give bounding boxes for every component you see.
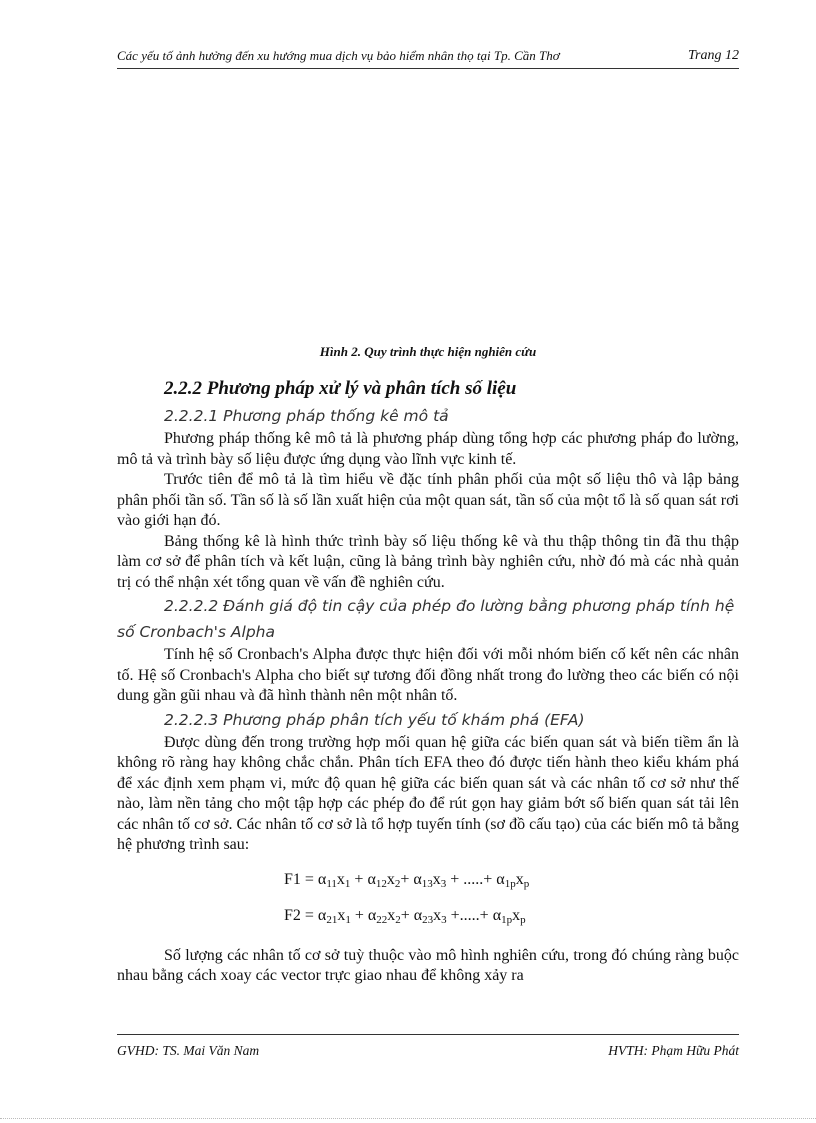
footer-advisor: GVHD: TS. Mai Văn Nam bbox=[117, 1043, 260, 1058]
equation-operator: + bbox=[350, 870, 368, 888]
equation-variable-index: 3 bbox=[441, 913, 447, 926]
equation-operator: + bbox=[400, 906, 414, 924]
equation-operator: + bbox=[400, 870, 414, 888]
equation-variable-index: 2 bbox=[394, 877, 401, 890]
equation-coefficient-index: 1p bbox=[501, 913, 513, 926]
equation-coefficient-index: 11 bbox=[326, 877, 337, 890]
equation-coefficient-index: 12 bbox=[375, 877, 387, 890]
equation-coefficient-index: 13 bbox=[421, 877, 433, 890]
header-page-number: Trang 12 bbox=[688, 48, 739, 63]
equation-f1 bbox=[284, 864, 739, 900]
paragraph: Phương pháp thống kê mô tả là phương pháp dùng tổng hợp các phương pháp đo lường, mô tả và trình bày số liệu được ứng dụng vào lĩnh vực kinh tế. bbox=[117, 430, 739, 468]
equation-lhs: F1 = bbox=[284, 870, 318, 888]
equation-variable-index: 1 bbox=[345, 913, 351, 926]
figure-area bbox=[117, 78, 739, 328]
header-document-title: Các yếu tố ảnh hưởng đến xu hướng mua dịch vụ bảo hiểm nhân thọ tại Tp. Cần Thơ bbox=[117, 48, 560, 63]
paragraph: Được dùng đến trong trường hợp mối quan hệ giữa các biến quan sát và biến tiềm ẩn là không rõ ràng hay không chắc chắn. Phân tích EFA theo đó được tiến hành theo kiểu khám phá để xác định xem phạm vi, mức độ quan hệ giữa các biến quan sát và các nhân tố cơ sở như thế nào, làm nền tảng cho một tập hợp các phép đo để rút gọn hay giảm bớt số biến quan sát tải lên các nhân tố cơ sở. Các nhân tố cơ sở là tổ hợp tuyến tính (sơ đồ cấu tạo) của các biến mô tả bằng hệ phương trình sau: bbox=[117, 733, 739, 853]
equation-coefficient: α bbox=[496, 870, 505, 888]
equation-f2 bbox=[284, 900, 739, 936]
equation-variable-index: p bbox=[520, 913, 526, 926]
equation-coefficient-index: 23 bbox=[422, 913, 434, 926]
equation-coefficient-index: 1p bbox=[504, 877, 516, 890]
equation-coefficient: α bbox=[317, 870, 327, 888]
subsection-heading-efa: 2.2.2.3 Phương pháp phân tích yếu tố khám phá (EFA) bbox=[164, 710, 585, 729]
figure-caption: Hình 2. Quy trình thực hiện nghiên cứu bbox=[319, 344, 537, 359]
subsection-heading-cronbach-alpha: 2.2.2.2 Đánh giá độ tin cậy của phép đo lường bằng phương pháp tính hệ số Cronbach's Alpha bbox=[117, 597, 735, 641]
equation-variable-index: p bbox=[523, 877, 530, 890]
equation-variable-index: 3 bbox=[440, 877, 447, 890]
equation-operator: + bbox=[350, 906, 368, 924]
equation-coefficient: α bbox=[413, 870, 422, 888]
equation-coefficient: α bbox=[413, 906, 423, 924]
equation-variable: x bbox=[512, 906, 521, 924]
equation-variable: x bbox=[387, 906, 396, 924]
paragraph: Số lượng các nhân tố cơ sở tuỳ thuộc vào mô hình nghiên cứu, trong đó chúng ràng buộc nhau bằng cách xoay các vector trực giao nhau để không xảy ra bbox=[117, 946, 739, 984]
equation-variable: x bbox=[433, 906, 442, 924]
equation-coefficient: α bbox=[367, 906, 377, 924]
page-footer bbox=[117, 1034, 739, 1058]
page-header bbox=[117, 46, 739, 69]
equation-variable-index: 2 bbox=[395, 913, 401, 926]
equation-coefficient: α bbox=[367, 870, 376, 888]
main-content bbox=[117, 375, 739, 987]
page-edge-divider bbox=[0, 1118, 816, 1119]
paragraph: Tính hệ số Cronbach's Alpha được thực hiện đối với mỗi nhóm biến cố kết nên các nhân tố. Hệ số Cronbach's Alpha cho biết sự tương đối đồng nhất trong đo lường theo các biến có nội dung gần gũi nhau và đã hình thành nên một nhân tố. bbox=[117, 646, 739, 704]
equation-variable: x bbox=[386, 870, 395, 888]
equation-system bbox=[117, 864, 739, 936]
equation-variable: x bbox=[337, 906, 346, 924]
equation-variable: x bbox=[336, 870, 345, 888]
equation-coefficient: α bbox=[317, 906, 327, 924]
paragraph: Bảng thống kê là hình thức trình bày số liệu thống kê và thu thập thông tin đã thu thập làm cơ sở để phân tích và kết luận, cũng là bảng trình bày nghiên cứu, nhờ đó mà các nhà quản trị có thể nhận xét tổng quan về vấn đề nghiên cứu. bbox=[117, 532, 739, 591]
equation-coefficient-index: 22 bbox=[376, 913, 388, 926]
equation-variable: x bbox=[432, 870, 441, 888]
paragraph: Trước tiên để mô tả là tìm hiểu về đặc tính phân phối của một số liệu thô và lập bảng phân phối tần số. Tần số là số lần xuất hiện của một quan sát, tần số của một tổ là số quan sát rơi vào giới hạn đó. bbox=[117, 471, 739, 529]
equation-variable-index: 1 bbox=[344, 877, 351, 890]
equation-operator: +.....+ bbox=[446, 906, 493, 924]
footer-student: HVTH: Phạm Hữu Phát bbox=[608, 1043, 739, 1058]
subsection-heading-descriptive-stats: 2.2.2.1 Phương pháp thống kê mô tả bbox=[164, 407, 449, 425]
equation-variable: x bbox=[515, 870, 524, 888]
equation-operator: + .....+ bbox=[446, 870, 497, 888]
equation-coefficient-index: 21 bbox=[326, 913, 338, 926]
section-heading: 2.2.2 Phương pháp xử lý và phân tích số liệu bbox=[164, 378, 517, 399]
equation-lhs: F2 = bbox=[284, 906, 318, 924]
equation-coefficient: α bbox=[492, 906, 502, 924]
